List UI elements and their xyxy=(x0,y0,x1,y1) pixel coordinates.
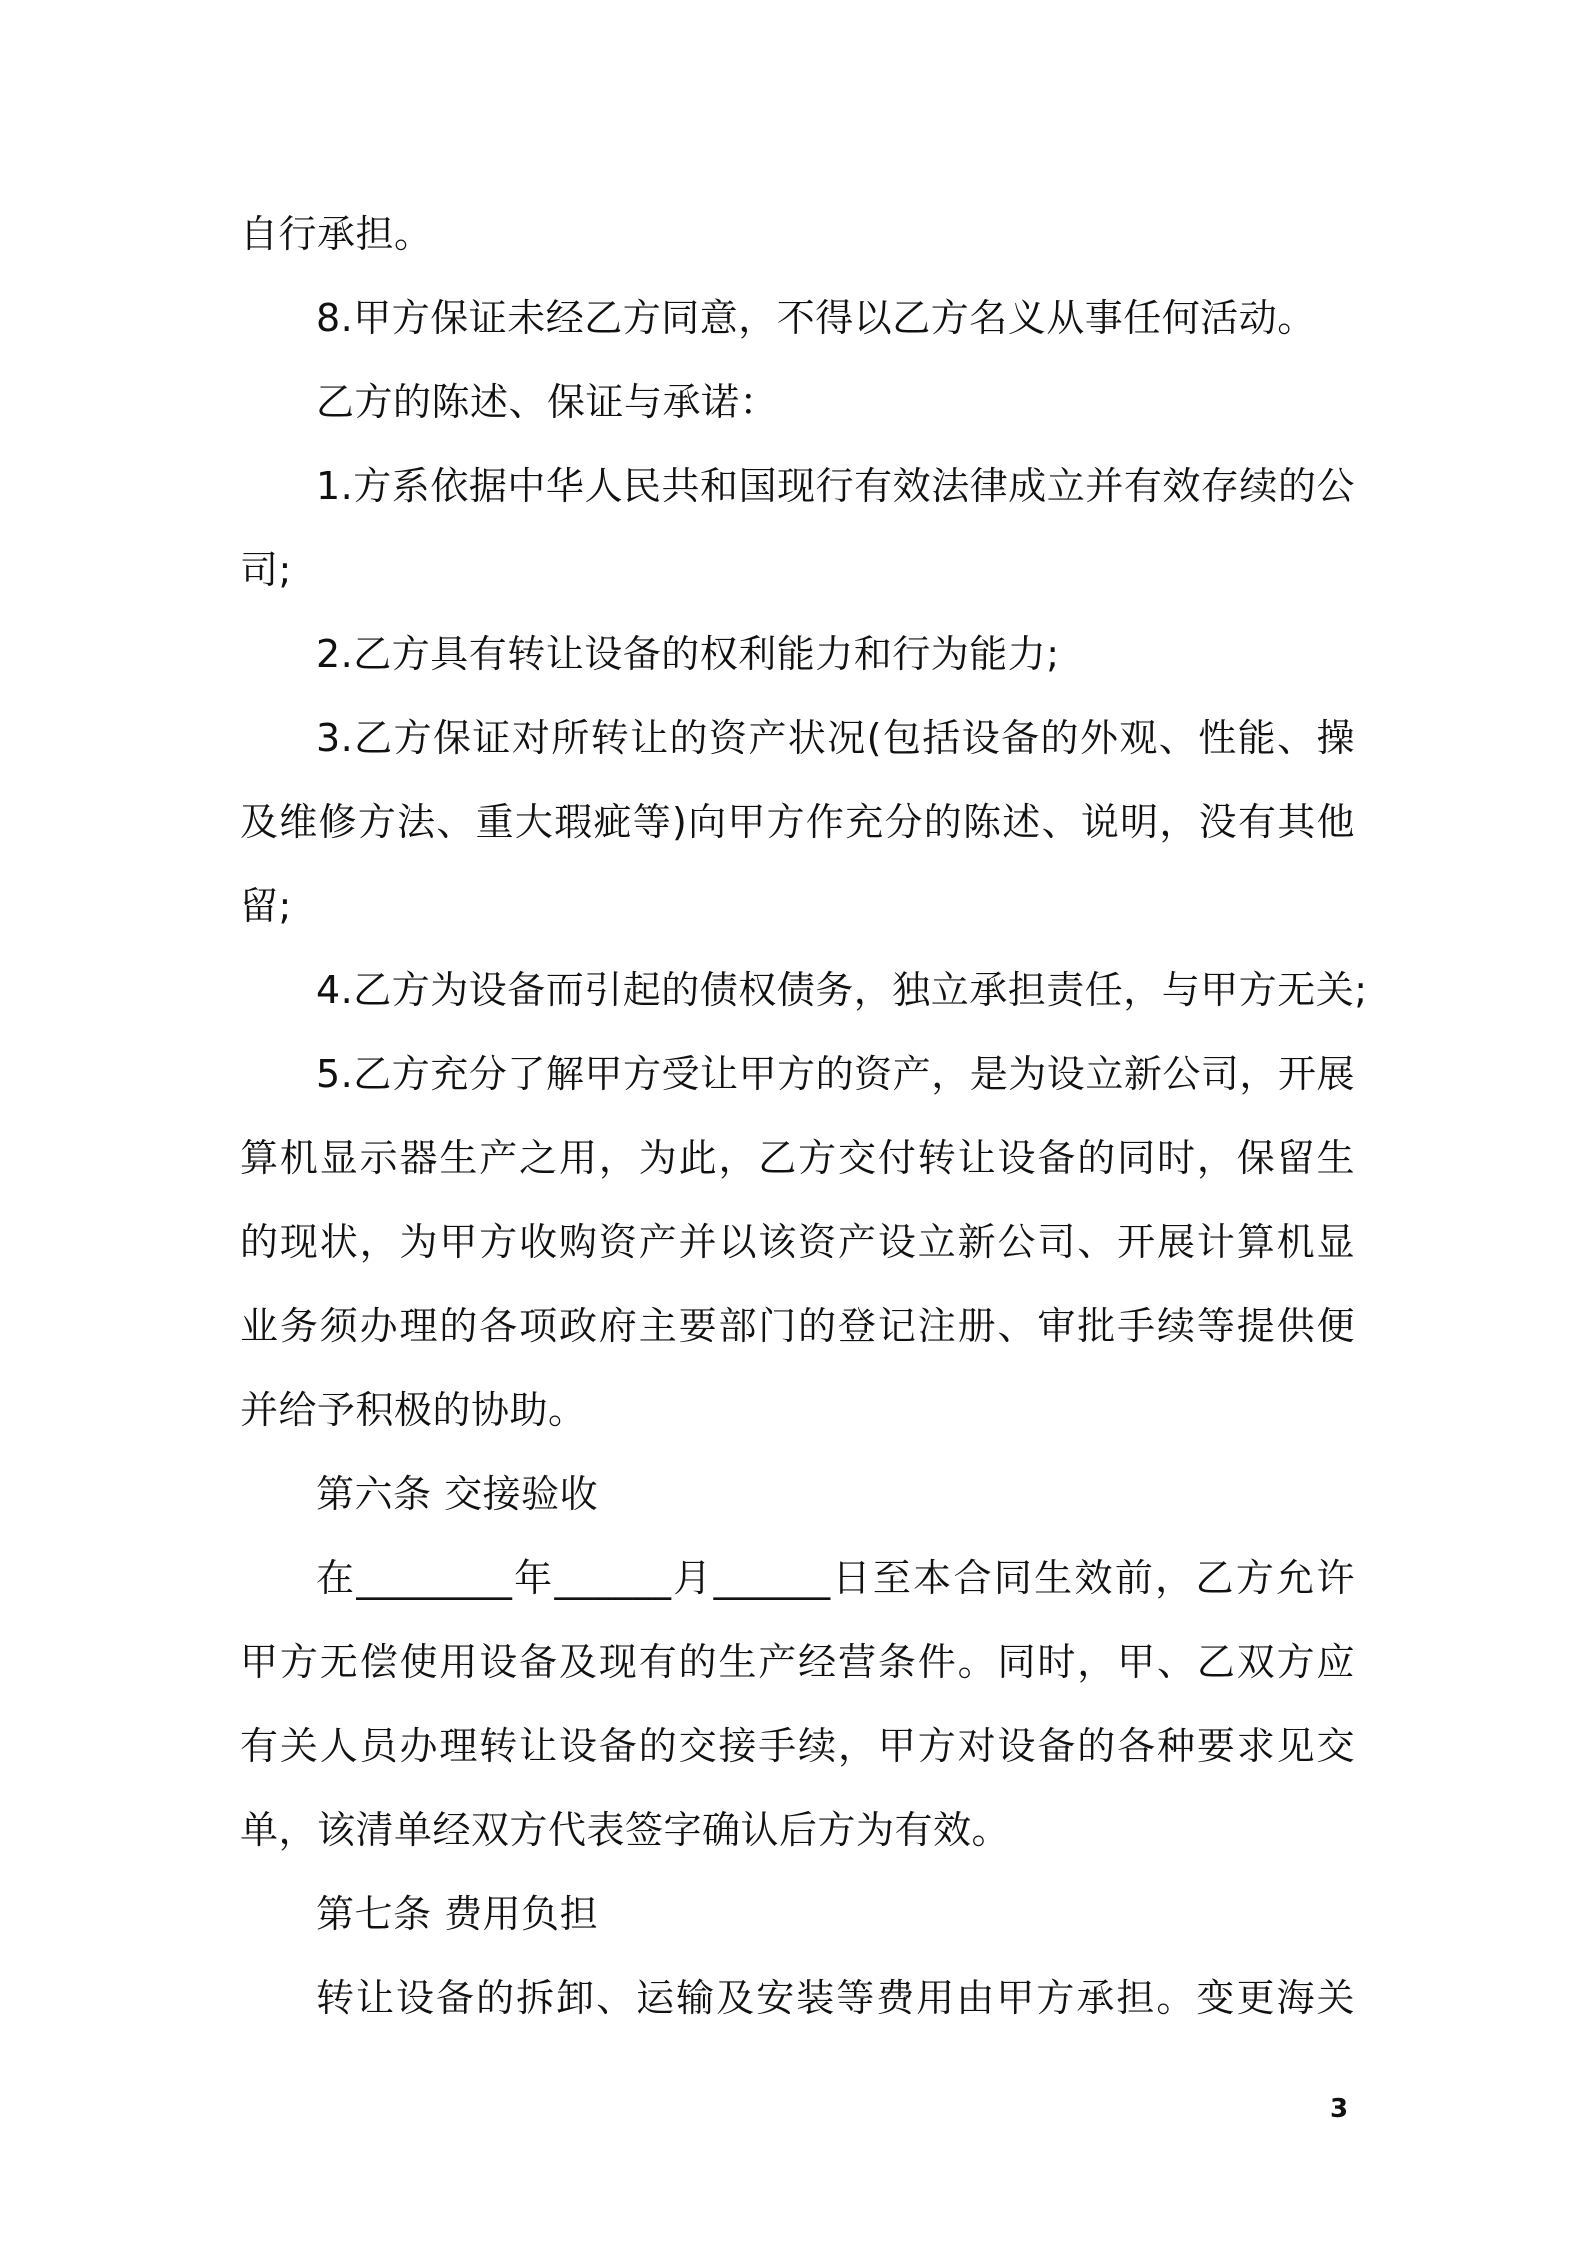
text-line: 2.乙方具有转让设备的权利能力和行为能力; xyxy=(316,632,1060,676)
text-line: 并给予积极的协助。 xyxy=(240,1388,587,1432)
text-line: 有关人员办理转让设备的交接手续，甲方对设备的各种要求见交 xyxy=(240,1724,1355,1768)
text-line: 4.乙方为设备而引起的债权债务，独立承担责任，与甲方无关; xyxy=(316,968,1368,1012)
text-line: 第六条 交接验收 xyxy=(316,1472,599,1516)
page-number: 3 xyxy=(1330,2094,1349,2124)
text-line: 转让设备的拆卸、运输及安装等费用由甲方承担。变更海关 xyxy=(316,1976,1355,2020)
text-line: 单，该清单经双方代表签字确认后方为有效。 xyxy=(240,1808,1011,1852)
text-line: 5.乙方充分了解甲方受让甲方的资产，是为设立新公司，开展 xyxy=(316,1052,1355,1096)
text-line: 在________年______月______日至本合同生效前，乙方允许 xyxy=(316,1556,1355,1600)
document-body xyxy=(240,192,1368,2040)
text-line: 第七条 费用负担 xyxy=(316,1892,599,1936)
text-line: 算机显示器生产之用，为此，乙方交付转让设备的同时，保留生 xyxy=(240,1136,1355,1180)
text-line: 业务须办理的各项政府主要部门的登记注册、审批手续等提供便 xyxy=(240,1304,1355,1348)
text-line: 3.乙方保证对所转让的资产状况(包括设备的外观、性能、操 xyxy=(316,716,1355,760)
text-line: 自行承担。 xyxy=(240,212,433,256)
text-line: 甲方无偿使用设备及现有的生产经营条件。同时，甲、乙双方应 xyxy=(240,1640,1355,1684)
text-line: 8.甲方保证未经乙方同意，不得以乙方名义从事任何活动。 xyxy=(316,296,1316,340)
text-line: 1.方系依据中华人民共和国现行有效法律成立并有效存续的公 xyxy=(316,464,1355,508)
text-line: 的现状，为甲方收购资产并以该资产设立新公司、开展计算机显 xyxy=(240,1220,1355,1264)
text-line: 乙方的陈述、保证与承诺： xyxy=(316,380,779,424)
text-line: 留; xyxy=(240,884,292,928)
text-line: 及维修方法、重大瑕疵等)向甲方作充分的陈述、说明，没有其他 xyxy=(240,800,1355,844)
text-line: 司; xyxy=(240,548,292,592)
